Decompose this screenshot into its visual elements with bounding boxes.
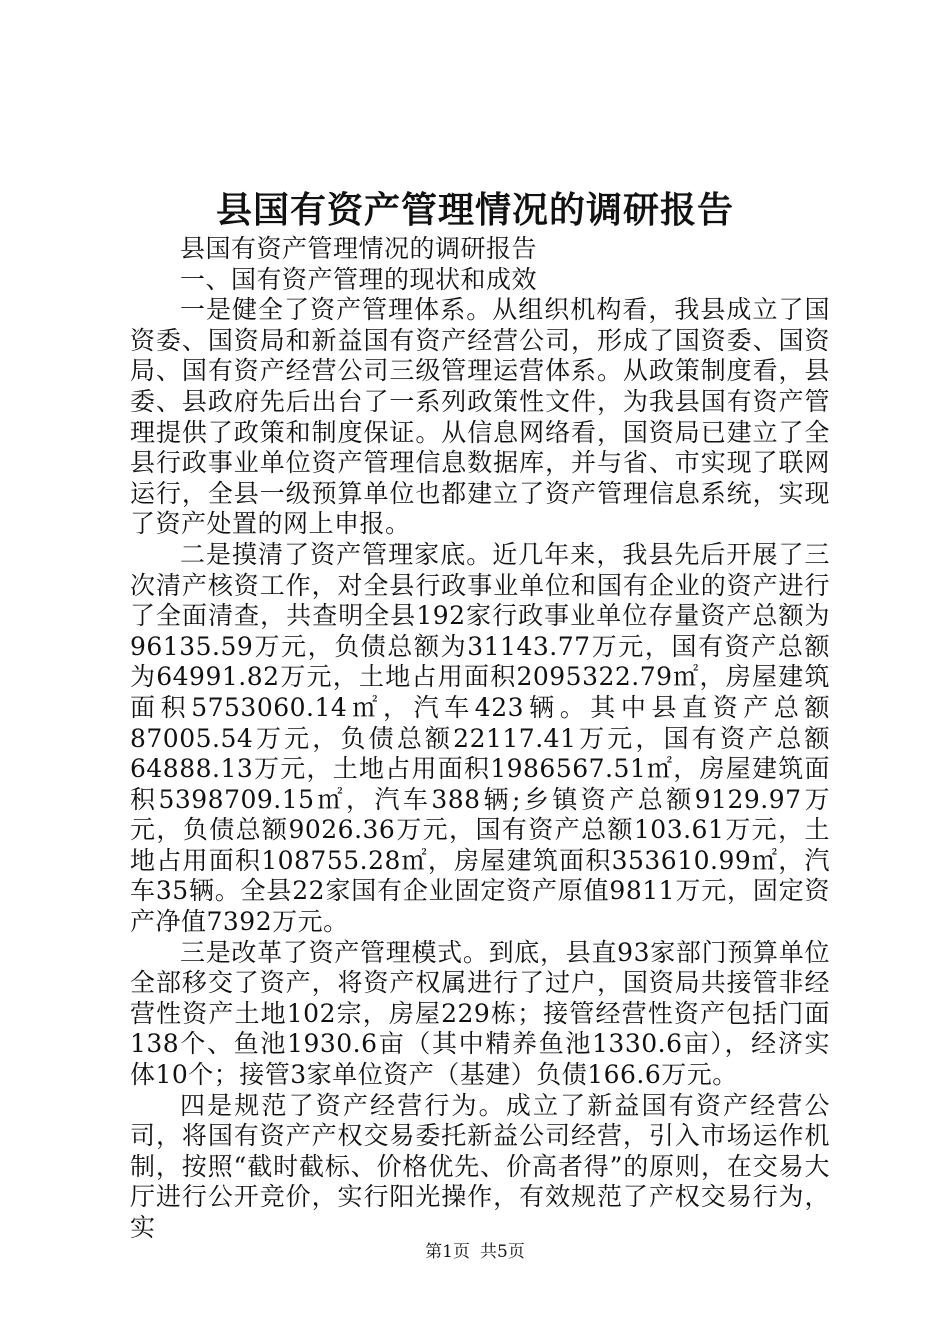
page-footer	[0, 1240, 950, 1264]
subtitle-paragraph: 县国有资产管理情况的调研报告	[180, 234, 538, 263]
body-paragraph: 二是摸清了资产管理家底。近几年来，我县先后开展了三次清产核资工作，对全县行政事业单位和国有企业的资产进行了全面清查，共查明全县192家行政事业单位存量资产总额为96135.59万元，负债总额为31143.77万元，国有资产总额为64991.82万元，土地占用面积2095322.79㎡，房屋建筑面积5753060.14㎡，汽车423辆。其中县直资产总额87005.54万元，负债总额22117.41万元，国有资产总额64888.13万元，土地占用面积1986567.51㎡，房屋建筑面积5398709.15㎡，汽车388辆;乡镇资产总额9129.97万元，负债总额9026.36万元，国有资产总额103.61万元，土地占用面积108755.28㎡，房屋建筑面积353610.99㎡，汽车35辆。全县22家国有企业固定资产原值9811万元，固定资产净值7392万元。	[130, 539, 830, 937]
body-paragraph: 一是健全了资产管理体系。从组织机构看，我县成立了国资委、国资局和新益国有资产经营公司，形成了国资委、国资局、国有资产经营公司三级管理运营体系。从政策制度看，县委、县政府先后出台了一系列政策性文件，为我县国有资产管理提供了政策和制度保证。从信息网络看，国资局已建立了全县行政事业单位资产管理信息数据库，并与省、市实现了联网运行，全县一级预算单位也都建立了资产管理信息系统，实现了资产处置的网上申报。	[130, 295, 830, 539]
body-paragraph: 三是改革了资产管理模式。到底，县直93家部门预算单位全部移交了资产，将资产权属进行了过户，国资局共接管非经营性资产土地102宗，房屋229栋；接管经营性资产包括门面138个、鱼池1930.6亩（其中精养鱼池1330.6亩），经济实体10个；接管3家单位资产（基建）负债166.6万元。	[130, 937, 830, 1090]
document-body	[130, 234, 830, 1244]
page-number: 第1页	[425, 1242, 470, 1262]
document-title: 县国有资产管理情况的调研报告	[215, 189, 734, 231]
body-paragraph: 四是规范了资产经营行为。成立了新益国有资产经营公司，将国有资产产权交易委托新益公司经营，引入市场运作机制，按照“截时截标、价格优先、价高者得”的原则，在交易大厅进行公开竞价，实行阳光操作，有效规范了产权交易行为，实	[130, 1090, 830, 1242]
page-total: 共5页	[480, 1242, 525, 1262]
section-heading: 一、国有资产管理的现状和成效	[180, 264, 538, 294]
